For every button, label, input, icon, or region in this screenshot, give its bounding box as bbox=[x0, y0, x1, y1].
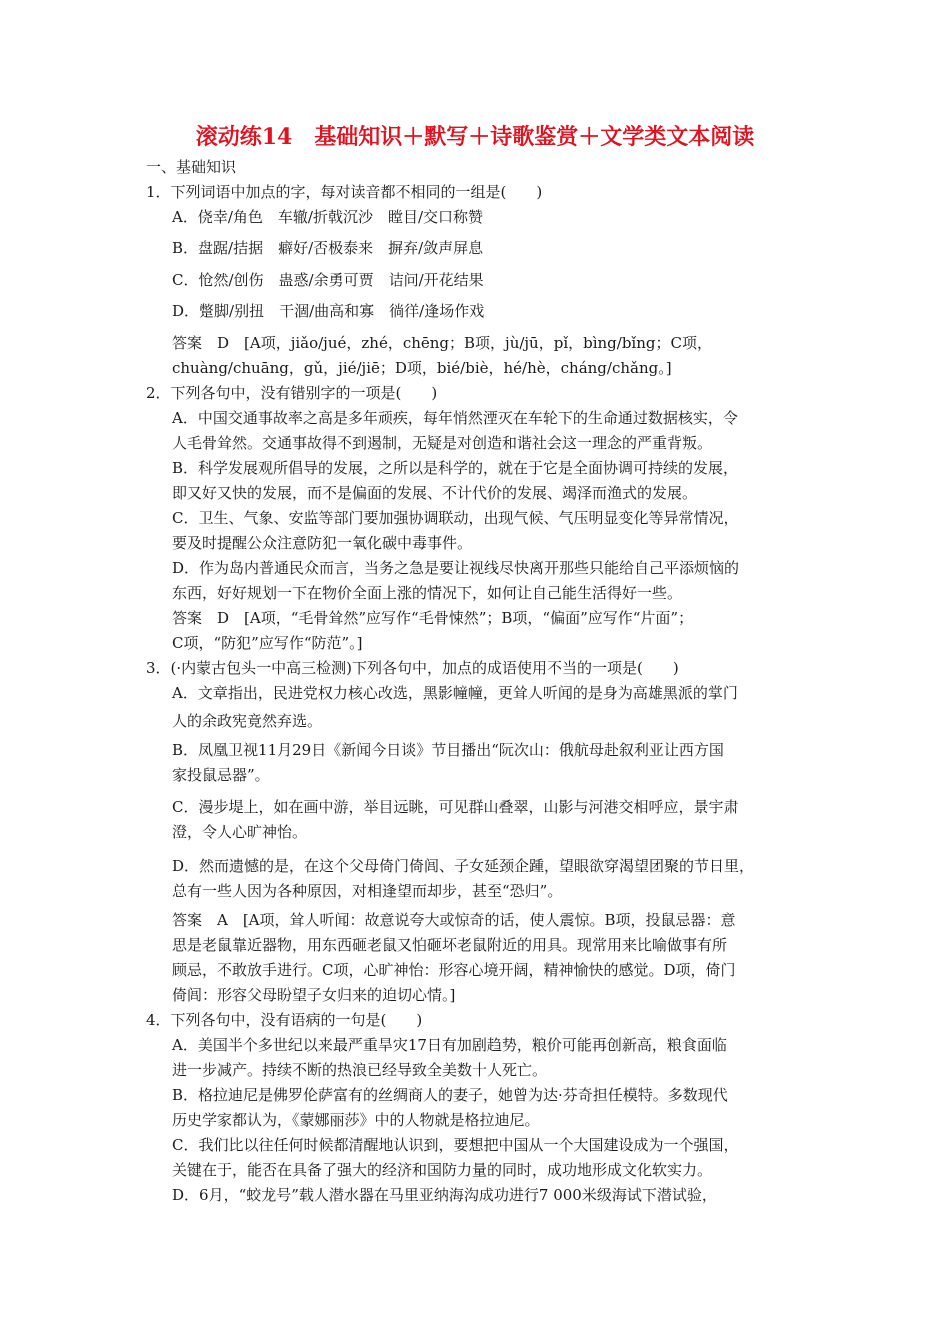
question-2-option-d-line-2: 东西，好好规划一下在物价全面上涨的情况下，如何让自己能生活得好一些。 bbox=[172, 584, 683, 602]
question-1-option-d: D．蹩脚/别扭 干涸/曲高和寡 徜徉/逢场作戏 bbox=[172, 302, 485, 320]
question-2-stem: 2．下列各句中，没有错别字的一项是( ) bbox=[146, 384, 438, 402]
question-1-option-a: A．侥幸/角色 车辙/折戟沉沙 瞠目/交口称赞 bbox=[172, 208, 483, 226]
question-4-option-d-line-1: D．6月，“蛟龙号”载人潜水器在马里亚纳海沟成功进行7 000米级海试下潜试验， bbox=[172, 1186, 717, 1204]
question-3-answer-line-2: 思是老鼠靠近器物，用东西砸老鼠又怕砸坏老鼠附近的用具。现常用来比喻做事有所 bbox=[172, 936, 728, 954]
question-2-option-d-line-1: D．作为岛内普通民众而言，当务之急是要让视线尽快离开那些只能给自己平添烦恼的 bbox=[172, 559, 740, 577]
question-4-option-b-line-2: 历史学家都认为，《蒙娜丽莎》中的人物就是格拉迪尼。 bbox=[172, 1111, 540, 1129]
question-4-stem: 4．下列各句中，没有语病的一句是( ) bbox=[146, 1011, 423, 1029]
question-4-option-c-line-2: 关键在于，能否在具备了强大的经济和国防力量的同时，成功地形成文化软实力。 bbox=[172, 1161, 713, 1179]
question-1-stem: 1．下列词语中加点的字，每对读音都不相同的一组是( ) bbox=[146, 183, 543, 201]
question-1-answer-line-2: chuàng/chuāng，gǔ，jié/jiē；D项，bié/biè，hé/hè，cháng/chǎng。] bbox=[172, 359, 672, 377]
question-3-answer-line-4: 倚闾：形容父母盼望子女归来的迫切心情。] bbox=[172, 986, 456, 1004]
question-4-option-a-line-2: 进一步减产。持续不断的热浪已经导致全美数十人死亡。 bbox=[172, 1061, 548, 1079]
question-3-option-a-line-1: A．文章指出，民进党权力核心改选，黑影幢幢，更耸人听闻的是身为高雄黑派的掌门 bbox=[172, 684, 738, 702]
question-2-option-c-line-2: 要及时提醒公众注意防犯一氧化碳中毒事件。 bbox=[172, 534, 473, 552]
question-2-option-b-line-2: 即又好又快的发展，而不是偏面的发展、不计代价的发展、竭泽而渔式的发展。 bbox=[172, 484, 698, 502]
question-4-option-a-line-1: A．美国半个多世纪以来最严重旱灾17日有加剧趋势，粮价可能再创新高，粮食面临 bbox=[172, 1036, 727, 1054]
question-3-option-b-line-2: 家投鼠忌器”。 bbox=[172, 766, 270, 784]
question-1-answer-line-1: 答案 D [A项，jiǎo/jué，zhé，chēng；B项，jù/jū，pǐ，bìng/bǐng；C项， bbox=[172, 334, 712, 352]
question-4-option-c-line-1: C．我们比以往任何时候都清醒地认识到，要想把中国从一个大国建设成为一个强国， bbox=[172, 1136, 739, 1154]
question-2-option-a-line-1: A．中国交通事故率之高是多年顽疾，每年悄然湮灭在车轮下的生命通过数据核实，令 bbox=[172, 409, 738, 427]
question-2-option-a-line-2: 人毛骨耸然。交通事故得不到遏制，无疑是对创造和谐社会这一理念的严重背叛。 bbox=[172, 434, 713, 452]
question-3-option-c-line-2: 澄，令人心旷神怡。 bbox=[172, 823, 308, 841]
question-1-option-b: B．盘踞/拮据 癖好/否极泰来 摒弃/敛声屏息 bbox=[172, 239, 484, 257]
question-3-option-b-line-1: B．凤凰卫视11月29日《新闻今日谈》节目播出“阮次山：俄航母赴叙利亚让西方国 bbox=[172, 741, 724, 759]
question-2-option-c-line-1: C．卫生、气象、安监等部门要加强协调联动，出现气候、气压明显变化等异常情况， bbox=[172, 509, 739, 527]
question-3-option-a-line-2: 人的余政宪竟然弃选。 bbox=[172, 712, 323, 730]
question-1-option-c: C．怆然/创伤 蛊惑/余勇可贾 诘问/开花结果 bbox=[172, 271, 484, 289]
question-3-stem: 3．(·内蒙古包头一中高三检测)下列各句中，加点的成语使用不当的一项是( ) bbox=[146, 659, 679, 677]
question-4-option-b-line-1: B．格拉迪尼是佛罗伦萨富有的丝绸商人的妻子，她曾为达·芬奇担任模特。多数现代 bbox=[172, 1086, 728, 1104]
question-3-option-d-line-2: 总有一些人因为各种原因，对相逢望而却步，甚至“恐归”。 bbox=[172, 882, 563, 900]
question-3-answer-line-1: 答案 A [A项，耸人听闻：故意说夸大或惊奇的话，使人震惊。B项，投鼠忌器：意 bbox=[172, 911, 736, 929]
question-2-option-b-line-1: B．科学发展观所倡导的发展，之所以是科学的，就在于它是全面协调可持续的发展， bbox=[172, 459, 739, 477]
question-2-answer-line-2: C项，“防犯”应写作“防范”。] bbox=[172, 634, 363, 652]
question-3-option-d-line-1: D．然而遗憾的是，在这个父母倚门倚闾、子女延颈企踵，望眼欲穿渴望团聚的节日里， bbox=[172, 857, 755, 875]
section-heading-basic-knowledge: 一、基础知识 bbox=[146, 158, 237, 176]
question-2-answer-line-1: 答案 D [A项，“毛骨耸然”应写作“毛骨悚然”；B项，“偏面”应写作“片面”； bbox=[172, 609, 694, 627]
document-title: 滚动练14 基础知识＋默写＋诗歌鉴赏＋文学类文本阅读 bbox=[195, 124, 755, 150]
question-3-option-c-line-1: C．漫步堤上，如在画中游，举目远眺，可见群山叠翠，山影与河港交相呼应，景宇肃 bbox=[172, 798, 739, 816]
question-3-answer-line-3: 顾忌，不敢放手进行。C项，心旷神怡：形容心境开阔，精神愉快的感觉。D项，倚门 bbox=[172, 961, 736, 979]
